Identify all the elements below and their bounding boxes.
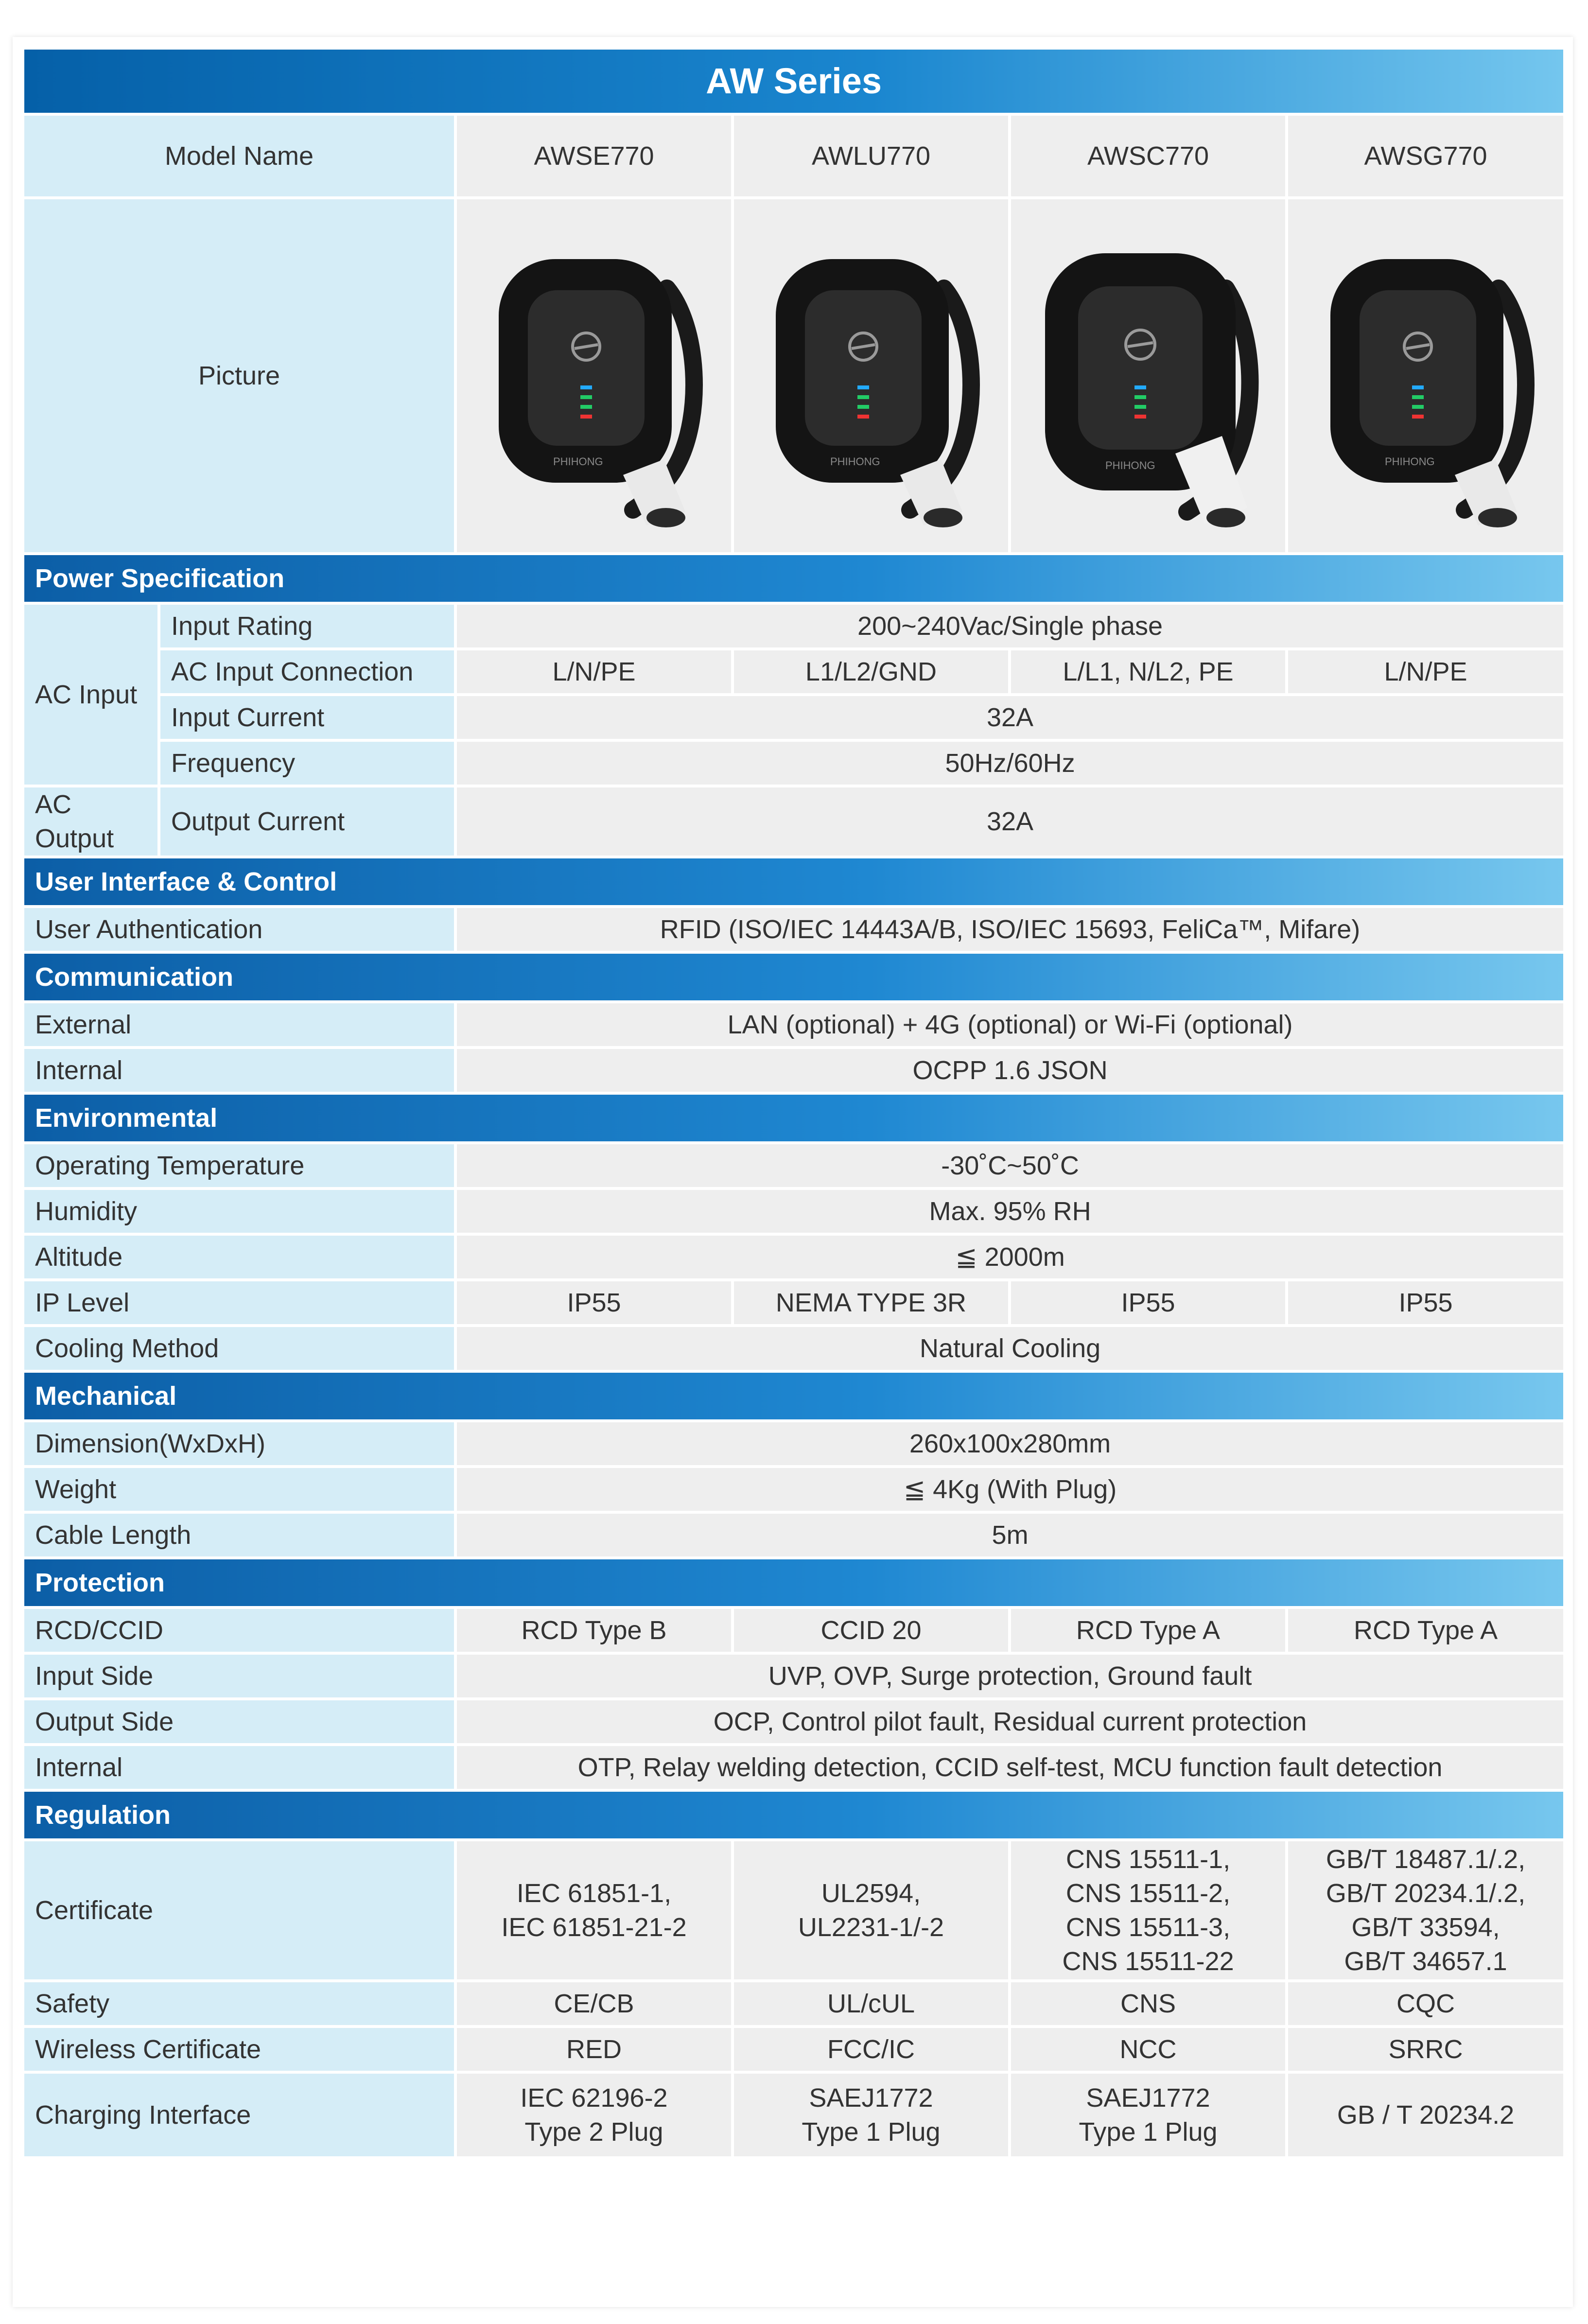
- ev-charger-image: [754, 220, 988, 531]
- row-value: -30˚C~50˚C: [455, 1143, 1565, 1188]
- certificate-value: [455, 1840, 733, 1981]
- row-label: AC Input Connection: [159, 649, 455, 695]
- row-value: IP55: [455, 1280, 733, 1326]
- row-label: Humidity: [23, 1188, 455, 1234]
- row-label: User Authentication: [23, 907, 455, 952]
- interface-line: SAEJ1772: [1086, 2083, 1210, 2113]
- cert-line: GB/T 20234.1/.2,: [1326, 1879, 1526, 1908]
- row-label: Safety: [23, 1981, 455, 2027]
- row-value: RED: [455, 2027, 733, 2072]
- row-value: RCD Type A: [1287, 1608, 1565, 1653]
- cert-line: IEC 61851-1,: [516, 1879, 672, 1908]
- row-label: Certificate: [23, 1840, 455, 1981]
- row-label: Cable Length: [23, 1512, 455, 1558]
- product-picture: [455, 198, 733, 554]
- row-label: Altitude: [23, 1234, 455, 1280]
- row-value: UL/cUL: [733, 1981, 1010, 2027]
- row-value: NEMA TYPE 3R: [733, 1280, 1010, 1326]
- brand-mark: PHIHONG: [553, 455, 603, 468]
- certificate-value: [1287, 1840, 1565, 1981]
- row-value: L/L1, N/L2, PE: [1010, 649, 1287, 695]
- row-label: Operating Temperature: [23, 1143, 455, 1188]
- row-value: IP55: [1010, 1280, 1287, 1326]
- model-name: AWSC770: [1010, 114, 1287, 198]
- section-power-specification: Power Specification: [23, 554, 1565, 603]
- row-label: Input Side: [23, 1653, 455, 1699]
- row-value: OCPP 1.6 JSON: [455, 1048, 1565, 1093]
- charging-interface-value: [733, 2072, 1010, 2158]
- ac-output-group-label: AC Output: [23, 786, 159, 857]
- section-user-interface: User Interface & Control: [23, 857, 1565, 907]
- row-value: SRRC: [1287, 2027, 1565, 2072]
- brand-mark: PHIHONG: [1385, 455, 1435, 468]
- cert-line: CNS 15511-22: [1062, 1947, 1234, 1976]
- interface-line: GB / T 20234.2: [1337, 2100, 1515, 2130]
- row-value: Natural Cooling: [455, 1326, 1565, 1371]
- product-picture: [733, 198, 1010, 554]
- row-value: ≦ 2000m: [455, 1234, 1565, 1280]
- section-environmental: Environmental: [23, 1093, 1565, 1143]
- charging-interface-value: [1010, 2072, 1287, 2158]
- ac-input-group-label: AC Input: [23, 603, 159, 786]
- picture-label: Picture: [23, 198, 455, 554]
- row-label: Input Rating: [159, 603, 455, 649]
- row-value: OTP, Relay welding detection, CCID self-test, MCU function fault detection: [455, 1745, 1565, 1790]
- row-value: LAN (optional) + 4G (optional) or Wi-Fi (optional): [455, 1002, 1565, 1048]
- row-value: L1/L2/GND: [733, 649, 1010, 695]
- row-value: UVP, OVP, Surge protection, Ground fault: [455, 1653, 1565, 1699]
- row-value: ≦ 4Kg (With Plug): [455, 1467, 1565, 1512]
- row-value: 200~240Vac/Single phase: [455, 603, 1565, 649]
- row-label: Cooling Method: [23, 1326, 455, 1371]
- interface-line: Type 1 Plug: [1079, 2117, 1218, 2147]
- cert-line: GB/T 33594,: [1351, 1913, 1500, 1942]
- section-protection: Protection: [23, 1558, 1565, 1608]
- cert-line: CNS 15511-1,: [1065, 1845, 1231, 1874]
- row-label: Output Current: [159, 786, 455, 857]
- brand-mark: PHIHONG: [1105, 459, 1155, 472]
- cert-line: CNS 15511-2,: [1065, 1879, 1231, 1908]
- charging-interface-value: [1287, 2072, 1565, 2158]
- spec-table: [21, 47, 1566, 2159]
- row-label: Weight: [23, 1467, 455, 1512]
- product-picture: [1287, 198, 1565, 554]
- row-value: CCID 20: [733, 1608, 1010, 1653]
- row-value: 5m: [455, 1512, 1565, 1558]
- row-value: CQC: [1287, 1981, 1565, 2027]
- row-value: CE/CB: [455, 1981, 733, 2027]
- model-name: AWSG770: [1287, 114, 1565, 198]
- cert-line: IEC 61851-21-2: [501, 1913, 687, 1942]
- row-label: Internal: [23, 1048, 455, 1093]
- row-label: External: [23, 1002, 455, 1048]
- model-name-label: Model Name: [23, 114, 455, 198]
- section-mechanical: Mechanical: [23, 1371, 1565, 1421]
- cert-line: CNS 15511-3,: [1065, 1913, 1231, 1942]
- row-label: Charging Interface: [23, 2072, 455, 2158]
- row-value: 32A: [455, 786, 1565, 857]
- row-value: OCP, Control pilot fault, Residual current protection: [455, 1699, 1565, 1745]
- charging-interface-value: [455, 2072, 733, 2158]
- section-communication: Communication: [23, 952, 1565, 1002]
- row-label: Input Current: [159, 695, 455, 740]
- certificate-value: [733, 1840, 1010, 1981]
- interface-line: Type 1 Plug: [802, 2117, 941, 2147]
- section-regulation: Regulation: [23, 1790, 1565, 1840]
- row-label: IP Level: [23, 1280, 455, 1326]
- interface-line: SAEJ1772: [809, 2083, 933, 2113]
- row-label: RCD/CCID: [23, 1608, 455, 1653]
- row-label: Wireless Certificate: [23, 2027, 455, 2072]
- interface-line: IEC 62196-2: [520, 2083, 668, 2113]
- row-value: Max. 95% RH: [455, 1188, 1565, 1234]
- row-label: Internal: [23, 1745, 455, 1790]
- row-value: 260x100x280mm: [455, 1421, 1565, 1467]
- series-title: AW Series: [23, 48, 1565, 114]
- row-value: IP55: [1287, 1280, 1565, 1326]
- certificate-value: [1010, 1840, 1287, 1981]
- row-value: RFID (ISO/IEC 14443A/B, ISO/IEC 15693, FeliCa™, Mifare): [455, 907, 1565, 952]
- product-picture: [1010, 198, 1287, 554]
- row-value: RCD Type B: [455, 1608, 733, 1653]
- row-value: L/N/PE: [455, 649, 733, 695]
- cert-line: GB/T 18487.1/.2,: [1326, 1845, 1526, 1874]
- model-name: AWSE770: [455, 114, 733, 198]
- cert-line: UL2231-1/-2: [798, 1913, 944, 1942]
- ev-charger-image: [477, 220, 711, 531]
- row-value: 50Hz/60Hz: [455, 740, 1565, 786]
- model-name: AWLU770: [733, 114, 1010, 198]
- row-label: Dimension(WxDxH): [23, 1421, 455, 1467]
- interface-line: Type 2 Plug: [524, 2117, 663, 2147]
- ev-charger-image: [1309, 220, 1542, 531]
- row-value: CNS: [1010, 1981, 1287, 2027]
- cert-line: GB/T 34657.1: [1344, 1947, 1507, 1976]
- ev-charger-image: [1031, 220, 1265, 531]
- row-value: 32A: [455, 695, 1565, 740]
- cert-line: UL2594,: [821, 1879, 921, 1908]
- row-value: L/N/PE: [1287, 649, 1565, 695]
- row-value: RCD Type A: [1010, 1608, 1287, 1653]
- row-value: FCC/IC: [733, 2027, 1010, 2072]
- row-value: NCC: [1010, 2027, 1287, 2072]
- row-label: Output Side: [23, 1699, 455, 1745]
- brand-mark: PHIHONG: [830, 455, 880, 468]
- row-label: Frequency: [159, 740, 455, 786]
